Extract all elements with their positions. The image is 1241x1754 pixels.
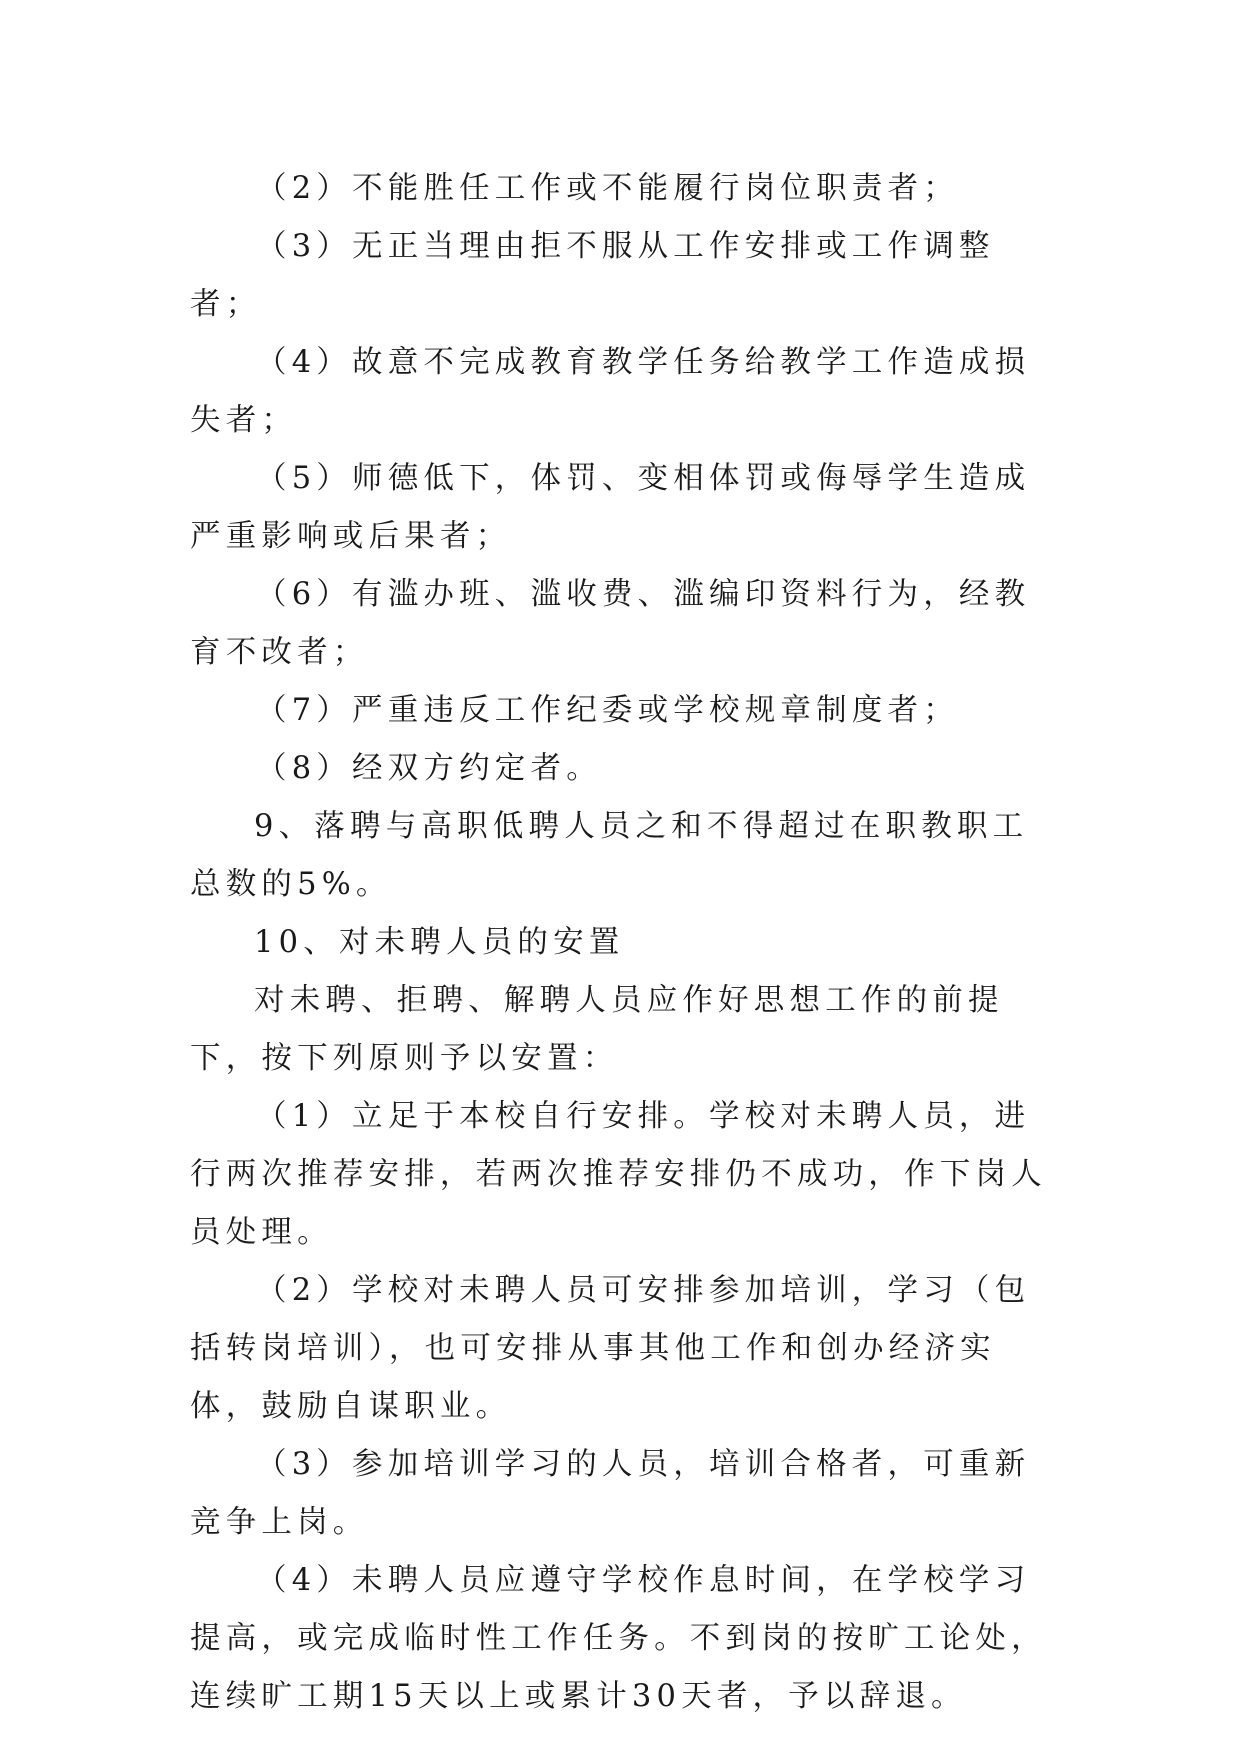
paragraph-placement-intro: 对未聘、拒聘、解聘人员应作好思想工作的前提下，按下列原则予以安置： (190, 983, 1004, 1076)
paragraph-placement-1: （1）立足于本校自行安排。学校对未聘人员，进行两次推荐安排，若两次推荐安排仍不成功，作下岗人员处理。 (190, 1099, 1047, 1250)
paragraph-item-4: （4）故意不完成教育教学任务给教学工作造成损失者； (190, 345, 1031, 438)
paragraph-placement-2: （2）学校对未聘人员可安排参加培训，学习（包括转岗培训），也可安排从事其他工作和创办经济实体，鼓励自谋职业。 (190, 1273, 1031, 1424)
paragraph-item-3: （3）无正当理由拒不服从工作安排或工作调整者； (190, 229, 995, 322)
paragraph-section-10-heading: 10、对未聘人员的安置 (254, 925, 625, 960)
paragraph-section-9: 9、落聘与高职低聘人员之和不得超过在职教职工总数的5%。 (190, 809, 1029, 902)
paragraph-item-8: （8）经双方约定者。 (256, 751, 602, 786)
paragraph-placement-3: （3）参加培训学习的人员，培训合格者，可重新竞争上岗。 (190, 1447, 1031, 1540)
paragraph-placement-4: （4）未聘人员应遵守学校作息时间，在学校学习提高，或完成临时性工作任务。不到岗的按旷工论处，连续旷工期15天以上或累计30天者，予以辞退。 (190, 1563, 1047, 1714)
document-body (190, 160, 1050, 1726)
paragraph-item-7: （7）严重违反工作纪委或学校规章制度者； (256, 693, 959, 728)
paragraph-item-6: （6）有滥办班、滥收费、滥编印资料行为，经教育不改者； (190, 577, 1031, 670)
paragraph-item-5: （5）师德低下，体罚、变相体罚或侮辱学生造成严重影响或后果者； (190, 461, 1031, 554)
paragraph-item-2: （2）不能胜任工作或不能履行岗位职责者； (256, 171, 959, 206)
